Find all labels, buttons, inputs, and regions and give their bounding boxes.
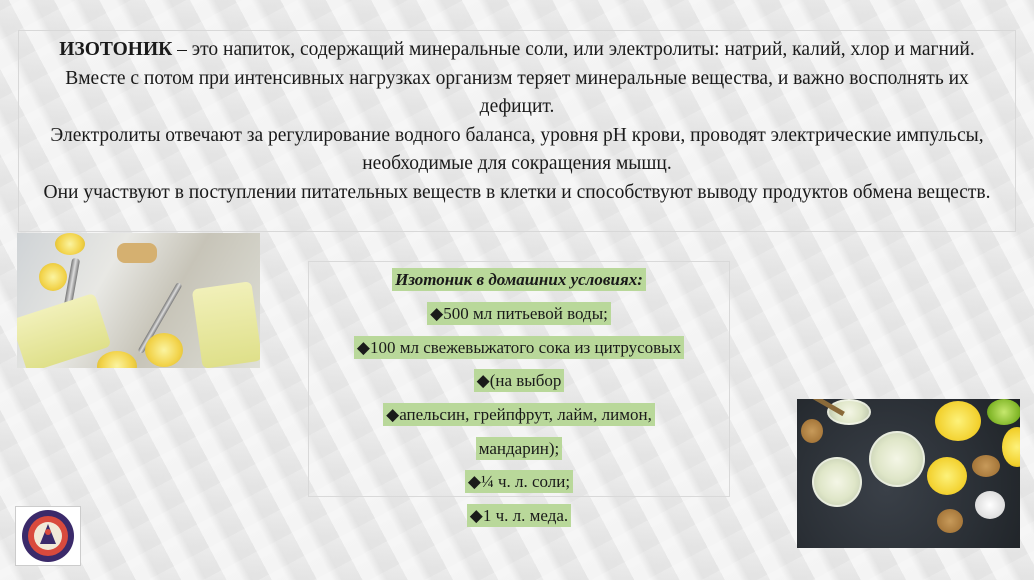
intro-paragraph-3: Они участвуют в поступлении питательных веществ в клетки и способствуют выводу продуктов обмена веществ.: [43, 181, 991, 203]
bullet-icon: ◆: [476, 371, 490, 391]
spice-bowl: [937, 509, 963, 533]
bullet-icon: ◆: [430, 304, 444, 324]
lemon: [1002, 427, 1020, 467]
ginger: [117, 243, 157, 263]
list-item: ◆апельсин, грейпфрут, лайм, лимон,: [308, 398, 730, 432]
bullet-icon: ◆: [469, 506, 483, 526]
list-item: ◆100 мл свежевыжатого сока из цитрусовых: [308, 330, 730, 364]
bottle: [192, 281, 260, 368]
glass-bowl: [869, 431, 925, 487]
lemonade-bottles-photo: [17, 233, 260, 368]
intro-paragraph-2: Электролиты отвечают за регулирование водного баланса, уровня pH крови, проводят электрические импульсы, необходимые для сокращения мышц.: [50, 124, 984, 175]
emblem-icon: [20, 508, 76, 564]
list-item: мандарин);: [308, 431, 730, 465]
bullet-icon: ◆: [356, 337, 370, 357]
term-definition: – это напиток, содержащий минеральные соли, или электролиты: натрий, калий, хлор и магний. Вместе с потом при интенсивных нагрузках организм теряет минеральные вещества, и важно восполнять их дефицит.: [65, 39, 975, 118]
bullet-icon: ◆: [467, 472, 481, 492]
list-item: ◆(на выбор: [308, 364, 730, 398]
citrus-bowls-photo: [797, 399, 1020, 548]
brown-sugar: [972, 455, 1000, 477]
lime: [987, 399, 1020, 425]
lemon-half: [145, 333, 183, 367]
list-item: ◆¼ ч. л. соли;: [308, 465, 730, 499]
intro-paragraph-1: [27, 36, 1007, 122]
bullet-icon: ◆: [386, 405, 400, 425]
lemon-half: [927, 457, 967, 495]
term-isotonic: ИЗОТОНИК: [59, 39, 173, 60]
honey-bowl: [801, 419, 823, 443]
lemon: [935, 401, 981, 441]
recipe-title: Изотоник в домашних условиях:: [392, 268, 646, 291]
bottle: [17, 293, 111, 368]
school-emblem-logo: [15, 506, 81, 566]
list-item: ◆500 мл питьевой воды;: [308, 297, 730, 331]
salt-bowl: [975, 491, 1005, 519]
recipe-list: [308, 263, 730, 533]
glass-bowl: [812, 457, 862, 507]
list-item: ◆1 ч. л. меда.: [308, 499, 730, 533]
lemon-slice: [39, 263, 67, 291]
recipe-title-line: [308, 263, 730, 297]
lemon-slice: [55, 233, 85, 255]
intro-text-box: [18, 30, 1016, 232]
glass-bowl: [827, 399, 871, 425]
lemon-slice: [97, 351, 137, 368]
